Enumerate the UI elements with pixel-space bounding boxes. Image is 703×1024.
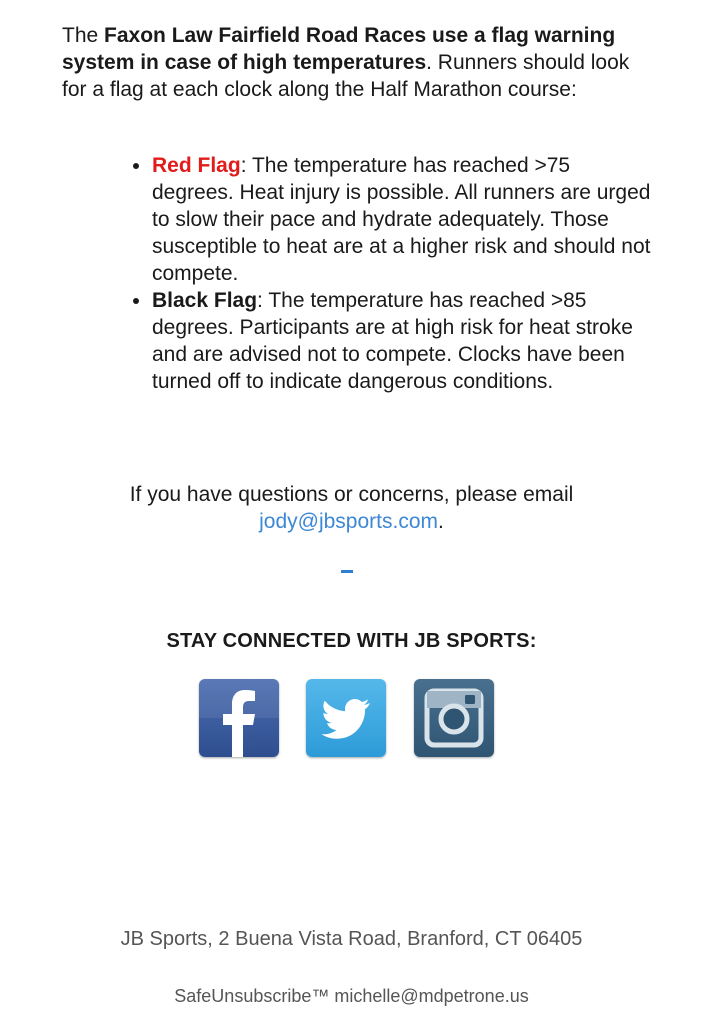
- flag-list: [130, 152, 652, 395]
- social-links: [199, 679, 499, 759]
- intro-prefix: The: [62, 24, 105, 47]
- black-flag-label: Black Flag: [152, 289, 258, 312]
- instagram-icon[interactable]: [414, 679, 494, 757]
- black-flag-description: : The temperature has reached >85 degrees. Participants are at high risk for heat stroke and are advised not to compete. Clocks have been turned off to indicate dangerous conditions.: [152, 289, 633, 393]
- questions-text: If you have questions or concerns, please email: [129, 483, 574, 506]
- intro-paragraph: [62, 22, 642, 103]
- safe-unsubscribe-link[interactable]: SafeUnsubscribe™ michelle@mdpetrone.us: [174, 986, 529, 1006]
- stay-connected-heading: STAY CONNECTED WITH JB SPORTS:: [166, 630, 537, 652]
- list-item-black-flag: [152, 287, 652, 395]
- red-flag-label: Red Flag: [152, 154, 241, 177]
- twitter-icon[interactable]: [306, 679, 386, 757]
- questions-period: .: [438, 510, 444, 533]
- footer-address: JB Sports, 2 Buena Vista Road, Branford, CT 06405: [120, 928, 583, 950]
- red-flag-description: : The temperature has reached >75 degrees. Heat injury is possible. All runners are urged to slow their pace and hydrate adequately. Those susceptible to heat are at a higher risk and should not compete.: [152, 154, 651, 285]
- divider: [341, 570, 353, 573]
- facebook-icon[interactable]: [199, 679, 279, 757]
- footer-unsubscribe: [0, 986, 703, 1007]
- intro-suffix: . Runners should look for a flag at each clock along the Half Marathon course:: [62, 51, 630, 101]
- list-item-red-flag: [152, 152, 652, 287]
- questions-paragraph: [0, 481, 703, 535]
- email-link[interactable]: jody@jbsports.com: [259, 510, 439, 533]
- intro-bold-text: Faxon Law Fairfield Road Races use a flag warning system in case of high temperatures: [62, 24, 616, 74]
